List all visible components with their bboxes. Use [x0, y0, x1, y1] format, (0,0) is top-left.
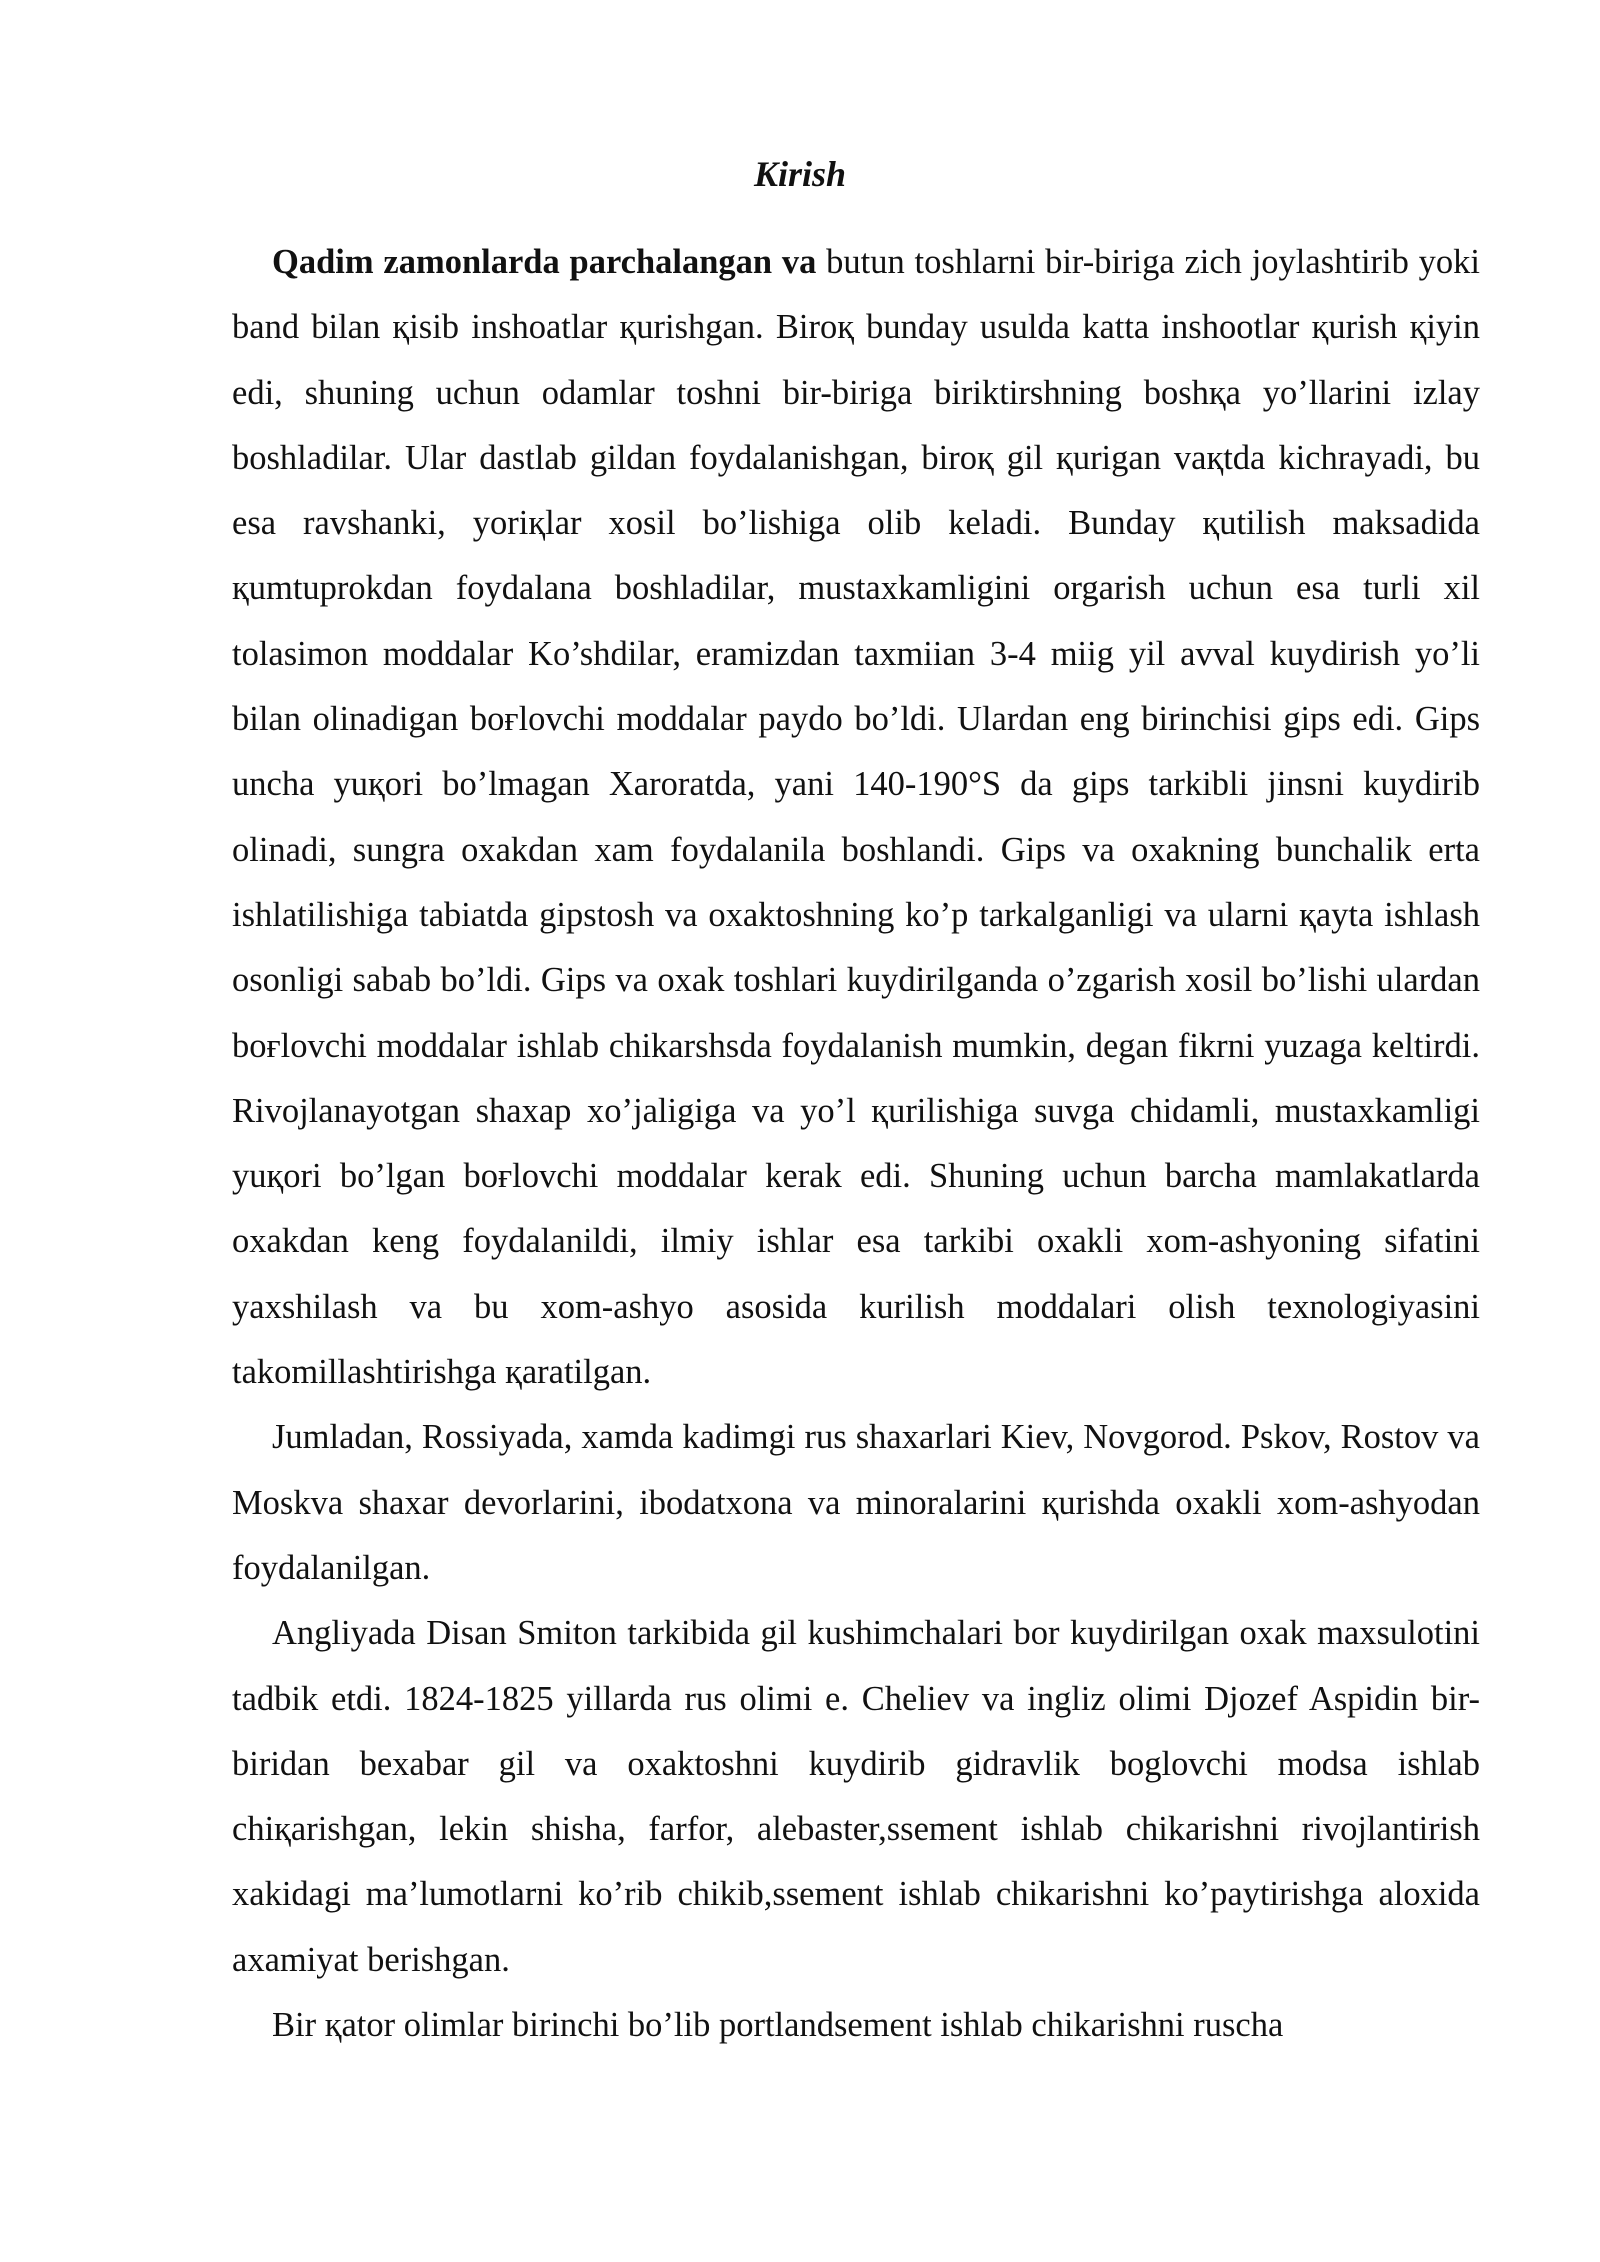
paragraph-lead-bold: Qadim zamonlarda parchalangan va	[272, 243, 817, 281]
paragraph-england: Angliyada Disan Smiton tarkibida gil kushimchalari bor kuydirilgan oxak maxsulotini tadbik etdi. 1824-1825 yillarda rus olimi e. Cheliev va ingliz olimi Djozef Aspidin bir- biridan bexabar gil va oxaktoshni kuydirib gidravlik boglovchi modsa ishlab chiқarishgan, lekin shisha, farfor, alebaster,ssement ishlab chikarishni rivojlantirish xakidagi ma’lumotlarni ko’rib chikib,ssement ishlab chikarishni ko’paytirishga aloxida axamiyat berishgan.	[232, 1614, 1480, 1979]
document-body	[232, 230, 1480, 2058]
paragraph-text: butun toshlarni bir-biriga zich joylashtirib yoki band bilan қisib inshoatlar қurishgan. Biroқ bunday usulda katta inshootlar қurish қiyin edi, shuning uchun odamlar toshni bir-biriga biriktirshning boshқa yo’llarini izlay boshladilar. Ular dastlab gildan foydalanishgan, biroқ gil қurigan vaқtda kichrayadi, bu esa ravshanki, yoriқlar xosil bo’lishiga olib keladi. Bunday қutilish maksadida қumtuprokdan foydalana boshladilar, mustaxkamligini orgarish uchun esa turli xil tolasimon moddalar Ko’shdilar, eramizdan taxmiian 3-4 miig yil avval kuydirish yo’li bilan olinadigan boғlovchi moddalar paydo bo’ldi. Ulardan eng birinchisi gips edi. Gips uncha yuқori bo’lmagan Xaroratda, yani 140-190°S da gips tarkibli jinsni kuydirib olinadi, sungra oxakdan xam foydalanila boshlandi. Gips va oxakning bunchalik erta ishlatilishiga tabiatda gipstosh va oxaktoshning ko’p tarkalganligi va ularni қayta ishlash osonligi sabab bo’ldi. Gips va oxak toshlari kuydirilganda o’zgarish xosil bo’lishi ulardan boғlovchi moddalar ishlab chikarshsda foydalanish mumkin, degan fikrni yuzaga keltirdi. Rivojlanayotgan shaxap xo’jaligiga va yo’l қurilishiga suvga chidamli, mustaxkamligi yuқori bo’lgan boғlovchi moddalar kerak edi. Shuning uchun barcha mamlakatlarda oxakdan keng foydalanildi, ilmiy ishlar esa tarkibi oxakli xom-ashyoning sifatini yaxshilash va bu xom-ashyo asosida kurilish moddalari olish texnologiyasini takomillashtirishga қaratilgan.	[232, 243, 1480, 1392]
paragraph-russia: Jumladan, Rossiyada, xamda kadimgi rus shaxarlari Kiev, Novgorod. Pskov, Rostov va Moskva shaxar devorlarini, ibodatxona va minoralarini қurishda oxakli xom-ashyodan foydalanilgan.	[232, 1418, 1480, 1587]
paragraph-scientists: Bir қator olimlar birinchi bo’lib portlandsement ishlab chikarishni ruscha	[272, 2006, 1284, 2045]
paragraph-intro	[232, 230, 1480, 1405]
document-heading: Kirish	[753, 154, 847, 194]
